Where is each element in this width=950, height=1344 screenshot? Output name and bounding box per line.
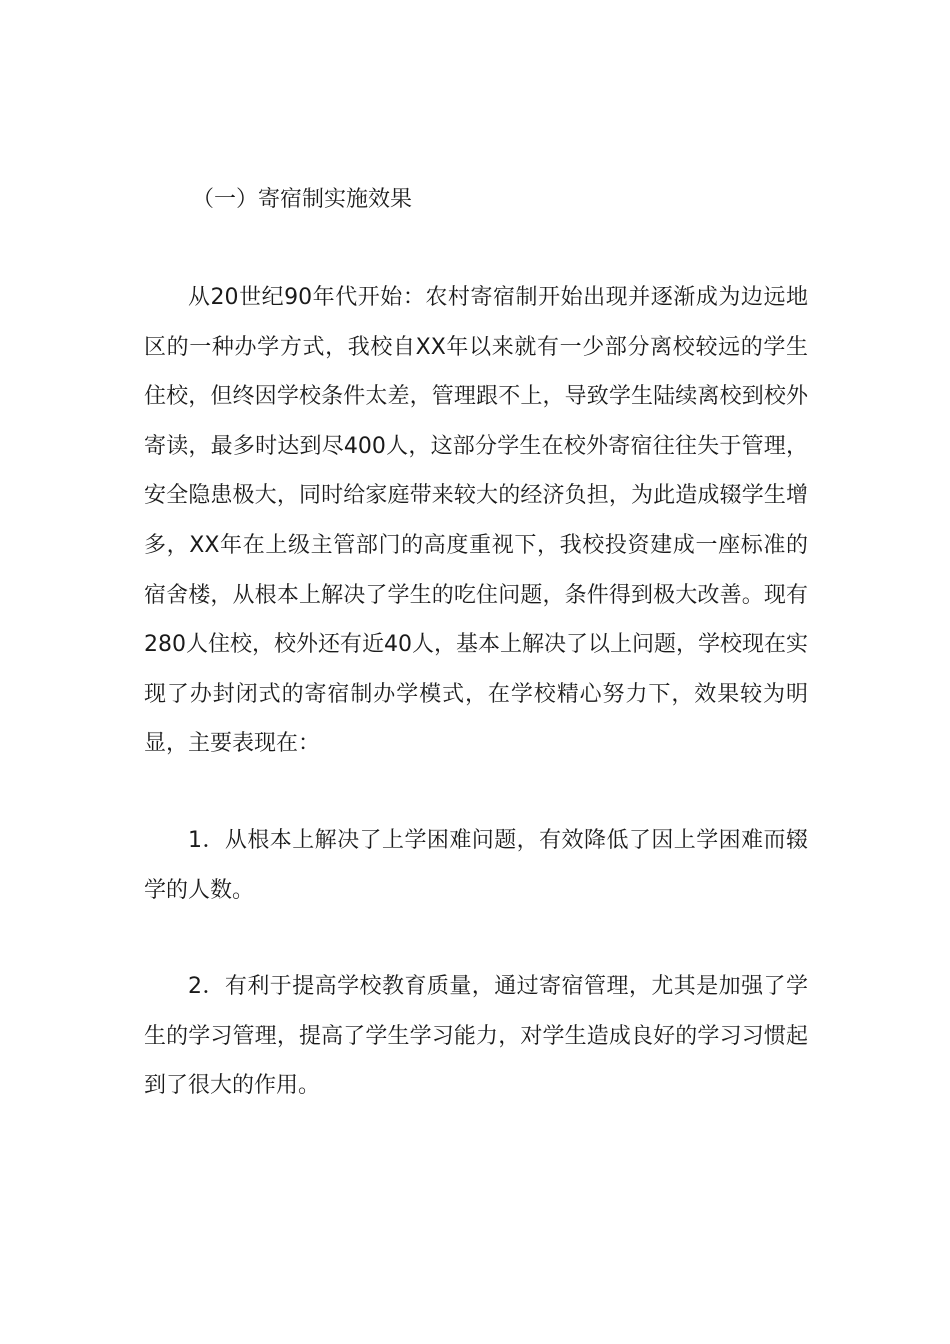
list-item-paragraph-1: 1．从根本上解决了上学困难问题，有效降低了因上学困难而辍学的人数。 [144, 827, 808, 903]
intro-paragraph: 从20世纪90年代开始：农村寄宿制开始出现并逐渐成为边远地区的一种办学方式，我校自XX年以来就有一少部分离校较远的学生住校，但终因学校条件太差，管理跟不上，导致学生陆续离校到校外寄读，最多时达到尽400人，这部分学生在校外寄宿往往失于管理，安全隐患极大，同时给家庭带来较大的经济负担，为此造成辍学生增多，XX年在上级主管部门的高度重视下，我校投资建成一座标准的宿舍楼，从根本上解决了学生的吃住问题，条件得到极大改善。现有280人住校，校外还有近40人，基本上解决了以上问题，学校现在实现了办封闭式的寄宿制办学模式，在学校精心努力下，效果较为明显，主要表现在： [144, 285, 808, 757]
section-heading: （一）寄宿制实施效果 [192, 187, 413, 212]
list-item-paragraph-2: 2．有利于提高学校教育质量，通过寄宿管理，尤其是加强了学生的学习管理，提高了学生学习能力，对学生造成良好的学习习惯起到了很大的作用。 [144, 974, 808, 1099]
document-body [144, 178, 808, 1111]
